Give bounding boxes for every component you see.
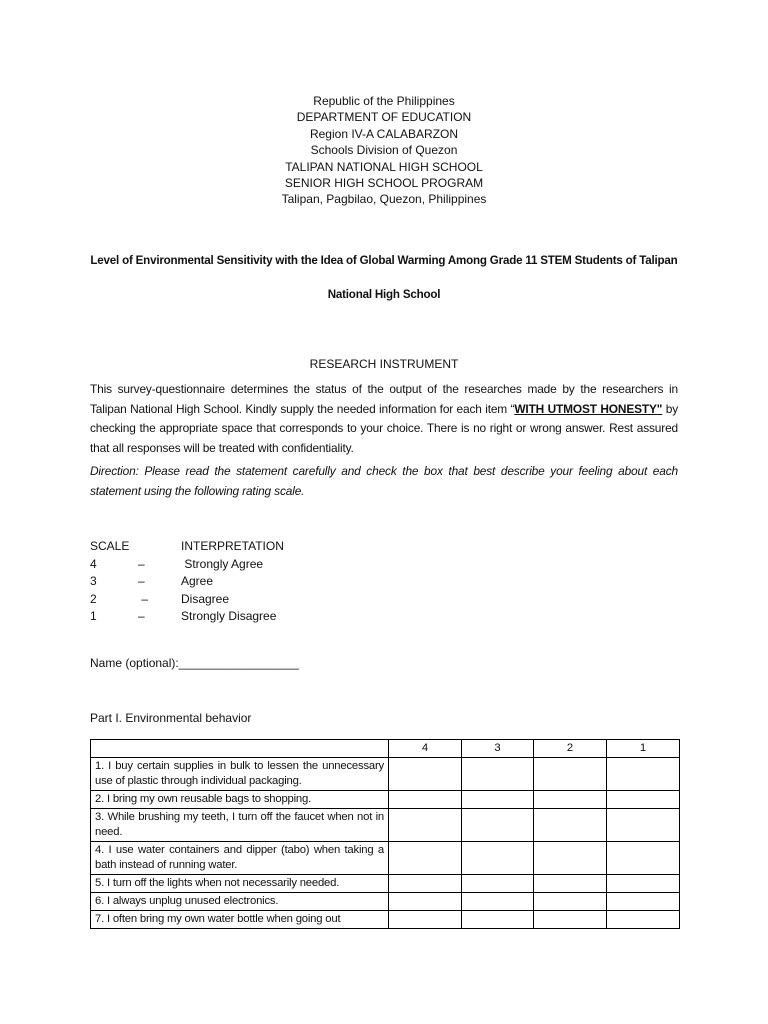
table-row <box>91 893 680 911</box>
rating-cell[interactable] <box>607 809 680 842</box>
rating-cell[interactable] <box>389 791 462 809</box>
rating-cell[interactable] <box>607 758 680 791</box>
scale-row <box>90 556 390 574</box>
direction-paragraph: Direction: Please read the statement carefully and check the box that best describe your feeling about each statement using the following rating scale. <box>90 464 678 498</box>
rating-cell[interactable] <box>462 893 534 911</box>
rating-cell[interactable] <box>389 893 462 911</box>
rating-cell[interactable] <box>462 842 534 875</box>
rating-cell[interactable] <box>607 875 680 893</box>
column-header: 3 <box>462 740 534 758</box>
scale-row <box>90 573 390 591</box>
rating-cell[interactable] <box>534 893 607 911</box>
rating-cell[interactable] <box>534 809 607 842</box>
scale-row <box>90 608 390 626</box>
letterhead <box>0 93 768 208</box>
scale-label: Agree <box>181 574 214 589</box>
rating-cell[interactable] <box>462 875 534 893</box>
intro-text-before: This survey-questionnaire determines the status of the output of the researches made by the researchers in Talipan National High School. Kindly supply the needed information for each item “ <box>90 382 678 416</box>
rating-cell[interactable] <box>389 911 462 929</box>
rating-cell[interactable] <box>462 911 534 929</box>
statement-cell: 7. I often bring my own water bottle when going out <box>91 911 389 929</box>
scale-dash: – <box>138 574 145 589</box>
survey-table <box>90 739 680 929</box>
table-row <box>91 911 680 929</box>
scale-label: Disagree <box>181 591 230 606</box>
rating-cell[interactable] <box>389 758 462 791</box>
intro-text-after: by checking the appropriate space that corresponds to your choice. There is no right or wrong answer. Rest assured that all responses will be treated with confidentiality. <box>90 401 678 455</box>
scale-header: SCALE <box>90 539 130 553</box>
header-line: Talipan, Pagbilao, Quezon, Philippines <box>281 192 487 207</box>
table-header-row <box>91 740 680 758</box>
header-line: Schools Division of Quezon <box>310 143 458 158</box>
rating-cell[interactable] <box>534 842 607 875</box>
interpretation-header: INTERPRETATION <box>181 539 284 553</box>
table-row <box>91 842 680 875</box>
scale-dash: – <box>138 609 145 624</box>
rating-cell[interactable] <box>462 809 534 842</box>
statement-cell: 6. I always unplug unused electronics. <box>91 893 389 911</box>
rating-cell[interactable] <box>389 842 462 875</box>
rating-cell[interactable] <box>534 911 607 929</box>
scale-header-row <box>90 538 390 556</box>
header-line: DEPARTMENT OF EDUCATION <box>296 110 472 125</box>
rating-scale <box>90 538 390 626</box>
rating-cell[interactable] <box>462 791 534 809</box>
scale-value: 2 <box>90 591 97 606</box>
table-row <box>91 875 680 893</box>
scale-dash: – <box>138 591 149 606</box>
scale-label: Strongly Agree <box>181 556 264 571</box>
statement-cell: 5. I turn off the lights when not necessarily needed. <box>91 875 389 893</box>
rating-cell[interactable] <box>534 791 607 809</box>
rating-cell[interactable] <box>607 893 680 911</box>
intro-highlight: WITH UTMOST HONESTY" <box>514 401 663 416</box>
column-header: 2 <box>534 740 607 758</box>
name-field[interactable]: Name (optional):__________________ <box>90 656 299 670</box>
document-title-line-2: National High School <box>327 288 441 301</box>
scale-value: 4 <box>90 556 97 571</box>
section-heading: RESEARCH INSTRUMENT <box>309 357 459 371</box>
rating-cell[interactable] <box>607 791 680 809</box>
scale-value: 1 <box>90 609 97 624</box>
intro-paragraph <box>90 380 678 458</box>
statement-header-cell <box>91 740 389 758</box>
header-line: SENIOR HIGH SCHOOL PROGRAM <box>284 176 484 191</box>
scale-dash: – <box>138 556 145 571</box>
column-header: 4 <box>389 740 462 758</box>
statement-cell: 2. I bring my own reusable bags to shopping. <box>91 791 389 809</box>
header-line: TALIPAN NATIONAL HIGH SCHOOL <box>285 159 483 174</box>
table-row <box>91 791 680 809</box>
statement-cell: 3. While brushing my teeth, I turn off the faucet when not in need. <box>91 809 389 842</box>
rating-cell[interactable] <box>534 875 607 893</box>
rating-cell[interactable] <box>607 842 680 875</box>
statement-cell: 4. I use water containers and dipper (tabo) when taking a bath instead of running water. <box>91 842 389 875</box>
column-header: 1 <box>607 740 680 758</box>
part-heading: Part I. Environmental behavior <box>90 711 252 725</box>
scale-value: 3 <box>90 574 97 589</box>
header-line: Region IV-A CALABARZON <box>309 126 459 141</box>
scale-label: Strongly Disagree <box>181 609 277 624</box>
rating-cell[interactable] <box>389 809 462 842</box>
rating-cell[interactable] <box>607 911 680 929</box>
header-line: Republic of the Philippines <box>313 94 455 108</box>
table-row <box>91 758 680 791</box>
rating-cell[interactable] <box>389 875 462 893</box>
rating-cell[interactable] <box>534 758 607 791</box>
statement-cell: 1. I buy certain supplies in bulk to lessen the unnecessary use of plastic through individual packaging. <box>91 758 389 791</box>
document-title-line-1: Level of Environmental Sensitivity with the Idea of Global Warming Among Grade 11 STEM Students of Talipan <box>90 254 678 267</box>
rating-cell[interactable] <box>462 758 534 791</box>
table-row <box>91 809 680 842</box>
scale-row <box>90 591 390 609</box>
